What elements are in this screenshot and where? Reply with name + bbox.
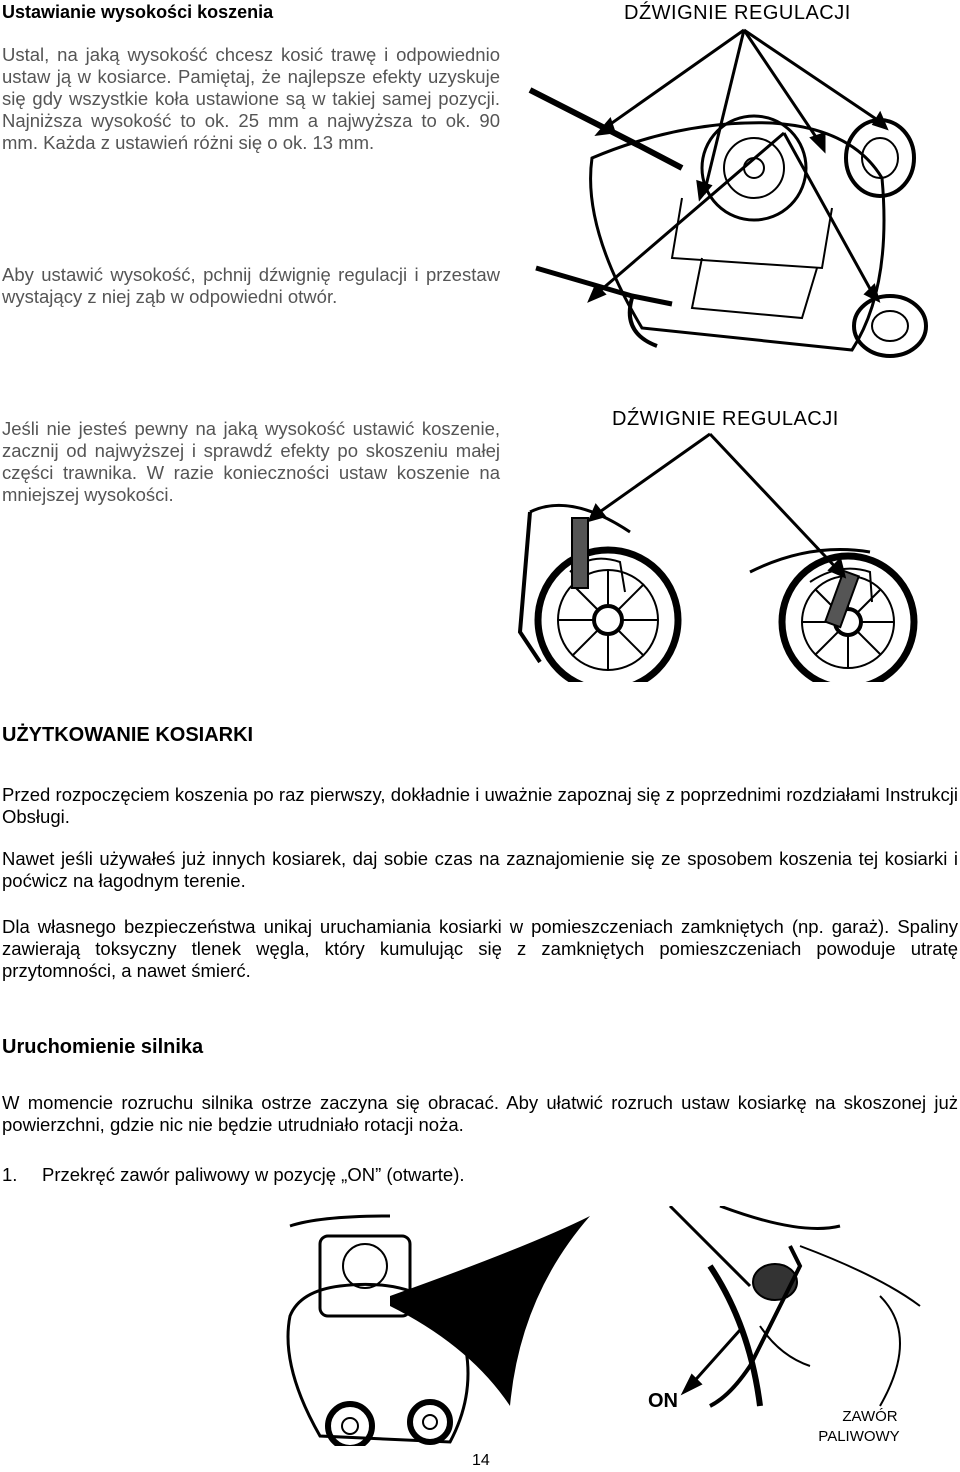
figure2-label: DŹWIGNIE REGULACJI <box>612 408 839 430</box>
step-text: Przekręć zawór paliwowy w pozycję „ON” (otwarte). <box>42 1164 465 1185</box>
paragraph-start-procedure: W momencie rozruchu silnika ostrze zaczyna się obracać. Aby ułatwić rozruch ustaw kosiarkę na skoszonej już powierzchni, gdzie nic nie będzie utrudniało rotacji noża. <box>2 1092 958 1135</box>
paragraph-practice: Nawet jeśli używałeś już innych kosiarek, daj sobie czas na zaznajomienie się ze sposobem koszenia tej kosiarki i poćwicz na łagodnym terenie. <box>2 848 958 891</box>
section-heading-usage: UŻYTKOWANIE KOSIARKI <box>2 724 254 746</box>
page-number: 14 <box>472 1452 490 1469</box>
paragraph-height-advice: Jeśli nie jesteś pewny na jaką wysokość ustawić koszenie, zacznij od najwyższej i sprawdź efekty po skoszeniu małej części trawnika. W razie konieczności ustaw koszenie na mniejszej wysokości. <box>2 418 500 505</box>
paragraph-adjust-instructions: Aby ustawić wysokość, pchnij dźwignię regulacji i przestaw wystający z niej ząb w odpowiedni otwór. <box>2 264 500 307</box>
section-heading-height: Ustawianie wysokości koszenia <box>2 2 274 22</box>
figure3-valve-label-line2: PALIWOWY <box>818 1428 900 1445</box>
figure3-on-label: ON <box>648 1390 678 1412</box>
figure3-valve-label-line1: ZAWÓR <box>842 1408 898 1425</box>
step-number: 1. <box>2 1164 18 1185</box>
paragraph-read-manual: Przed rozpoczęciem koszenia po raz pierwszy, dokładnie i uważnie zapoznaj się z poprzednimi rozdziałami Instrukcji Obsługi. <box>2 784 958 827</box>
section-heading-engine-start: Uruchomienie silnika <box>2 1036 204 1058</box>
paragraph-safety-warning: Dla własnego bezpieczeństwa unikaj uruchamiania kosiarki w pomieszczeniach zamkniętych (np. garaż). Spaliny zawierają toksyczny tlenek węgla, który kumulując się z zamkniętych pomieszczeniach powoduje utratę przytomności, a nawet śmierć. <box>2 916 958 981</box>
paragraph-height-range: Ustal, na jaką wysokość chcesz kosić trawę i odpowiednio ustaw ją w kosiarce. Pamiętaj, że najlepsze efekty uzyskuje się gdy wszystkie koła ustawione są w takiej samej pozycji. Najniższa wysokość to ok. 25 mm a najwyższa to ok. 90 mm. Każda z ustawień różni się o ok. 13 mm. <box>2 44 500 153</box>
figure2-wheels-illustration <box>510 432 960 682</box>
figure1-mower-illustration <box>522 28 960 363</box>
figure1-label: DŹWIGNIE REGULACJI <box>624 2 851 24</box>
